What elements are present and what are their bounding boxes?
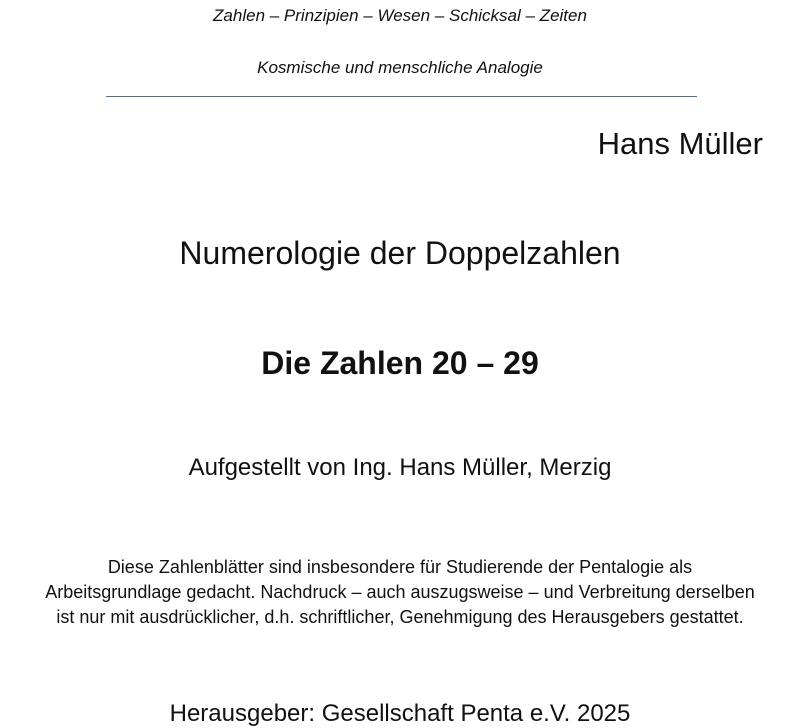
notice-line-2: Arbeitsgrundlage gedacht. Nachdruck – auch auszugsweise – und Verbreitung derselben: [45, 582, 755, 602]
publisher: Herausgeber: Gesellschaft Penta e.V. 2025: [169, 700, 631, 727]
document-subtitle: Die Zahlen 20 – 29: [261, 345, 539, 381]
notice-line-3: ist nur mit ausdrücklicher, d.h. schriftlicher, Genehmigung des Herausgebers gestattet.: [56, 607, 744, 627]
document-title: Numerologie der Doppelzahlen: [179, 235, 621, 271]
header-subtitle: Kosmische und menschliche Analogie: [257, 58, 543, 77]
copyright-notice: [20, 555, 780, 630]
header-divider: [106, 96, 697, 97]
notice-line-1: Diese Zahlenblätter sind insbesondere für Studierende der Pentalogie als: [107, 557, 693, 577]
author-name: Hans Müller: [597, 126, 763, 161]
compiled-by: Aufgestellt von Ing. Hans Müller, Merzig: [188, 454, 612, 481]
header-topics: Zahlen – Prinzipien – Wesen – Schicksal – Zeiten: [213, 6, 587, 25]
